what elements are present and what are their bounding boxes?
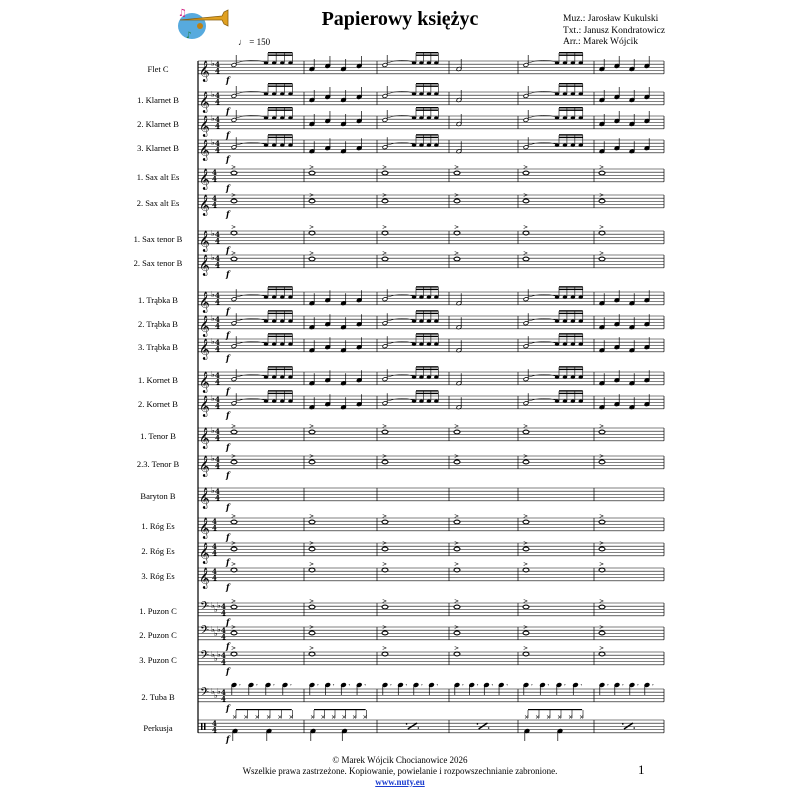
svg-text:f: f	[226, 531, 230, 542]
svg-text:4: 4	[212, 548, 217, 558]
staff-17	[198, 513, 664, 542]
svg-text:>: >	[309, 423, 315, 430]
staff-13	[198, 390, 664, 420]
svg-text:×: ×	[232, 714, 238, 721]
svg-text:♭: ♭	[211, 394, 215, 403]
svg-text:4: 4	[221, 657, 226, 667]
svg-text:>: >	[454, 192, 460, 199]
svg-text:𝄾: 𝄾	[364, 682, 366, 689]
svg-text:>: >	[231, 250, 237, 257]
svg-text:×: ×	[310, 714, 316, 721]
svg-text:>: >	[523, 561, 529, 568]
svg-text:4: 4	[215, 121, 220, 131]
svg-text:>: >	[382, 624, 388, 631]
svg-text:4: 4	[215, 487, 220, 496]
svg-text:4: 4	[221, 632, 226, 642]
svg-text:4: 4	[212, 174, 217, 184]
instrument-label: 3. Róg Es	[141, 571, 175, 581]
svg-text:>: >	[454, 224, 460, 231]
svg-text:𝄾: 𝄾	[317, 682, 319, 689]
svg-text:>: >	[523, 513, 529, 520]
instrument-label: Perkusja	[143, 723, 173, 733]
svg-text:>: >	[382, 513, 388, 520]
svg-text:>: >	[454, 540, 460, 547]
page-title: Papierowy księżyc	[321, 8, 479, 30]
svg-text:𝄞: 𝄞	[199, 427, 210, 449]
svg-text:4: 4	[212, 725, 217, 735]
svg-text:𝄞: 𝄞	[199, 315, 210, 337]
svg-text:>: >	[454, 453, 460, 460]
svg-text:×: ×	[579, 714, 585, 721]
svg-text:4: 4	[215, 66, 220, 76]
svg-text:>: >	[523, 164, 529, 171]
svg-text:>: >	[599, 513, 605, 520]
svg-text:>: >	[382, 540, 388, 547]
svg-text:4: 4	[215, 230, 220, 239]
svg-text:4: 4	[215, 315, 220, 324]
svg-text:f: f	[226, 409, 230, 420]
svg-text:𝄾: 𝄾	[607, 682, 609, 689]
svg-text:f: f	[226, 556, 230, 567]
svg-text:♭: ♭	[211, 687, 215, 696]
svg-text:f: f	[226, 305, 230, 316]
svg-text:>: >	[309, 164, 315, 171]
svg-text:>: >	[454, 513, 460, 520]
svg-text:♭: ♭	[214, 691, 218, 700]
footer-link-row	[0, 777, 800, 788]
svg-text:4: 4	[221, 651, 226, 660]
svg-text:4: 4	[215, 401, 220, 411]
svg-text:♭: ♭	[211, 290, 215, 299]
svg-text:×: ×	[341, 714, 347, 721]
svg-text:𝄞: 𝄞	[199, 371, 210, 393]
svg-text:4: 4	[221, 602, 226, 611]
svg-text:>: >	[309, 224, 315, 231]
svg-text:>: >	[599, 624, 605, 631]
svg-text:f: f	[226, 385, 230, 396]
svg-text:>: >	[599, 540, 605, 547]
svg-text:>: >	[382, 598, 388, 605]
svg-text:>: >	[231, 645, 237, 652]
svg-text:4: 4	[215, 493, 220, 503]
svg-text:𝄞: 𝄞	[199, 567, 210, 589]
svg-text:𝄾: 𝄾	[290, 682, 292, 689]
instrument-label: 1. Puzon C	[139, 606, 177, 616]
svg-text:𝄞: 𝄞	[199, 60, 210, 82]
svg-text:×: ×	[288, 714, 294, 721]
svg-text:♭: ♭	[211, 138, 215, 147]
svg-text:♪: ♪	[186, 31, 192, 41]
staff-11	[198, 333, 664, 363]
composer-credit: Muz.: Jarosław Kukulski	[563, 14, 659, 24]
lyricist-credit: Txt.: Janusz Kondratowicz	[563, 25, 666, 36]
svg-text:f: f	[226, 469, 230, 480]
svg-text:f: f	[226, 441, 230, 452]
staff-8	[198, 250, 664, 279]
svg-text:f: f	[226, 665, 230, 676]
instrument-label: 3. Klarnet B	[137, 143, 179, 153]
svg-text:>: >	[454, 645, 460, 652]
staff-19	[198, 561, 664, 592]
svg-text:4: 4	[212, 523, 217, 533]
svg-text:♭: ♭	[217, 650, 221, 659]
svg-text:♭: ♭	[217, 601, 221, 610]
svg-text:f: f	[226, 581, 230, 592]
svg-text:>: >	[231, 561, 237, 568]
svg-text:4: 4	[215, 145, 220, 155]
svg-text:×: ×	[320, 714, 326, 721]
svg-text:>: >	[454, 164, 460, 171]
instrument-label: 1. Kornet B	[138, 375, 178, 385]
svg-text:>: >	[454, 423, 460, 430]
staff-5	[198, 164, 664, 193]
svg-text:4: 4	[215, 321, 220, 331]
svg-text:>: >	[382, 224, 388, 231]
svg-text:f: f	[226, 268, 230, 279]
svg-text:♭: ♭	[211, 59, 215, 68]
staff-7	[198, 224, 664, 255]
staff-23	[198, 682, 664, 713]
svg-text:4: 4	[215, 291, 220, 300]
svg-text:𝄾: 𝄾	[637, 682, 639, 689]
svg-text:>: >	[599, 250, 605, 257]
quarter-note-icon: ♩	[238, 37, 247, 47]
svg-text:4: 4	[215, 344, 220, 354]
svg-text:>: >	[523, 250, 529, 257]
svg-text:>: >	[231, 598, 237, 605]
svg-text:𝄞: 𝄞	[199, 254, 210, 276]
svg-text:𝄾: 𝄾	[564, 682, 566, 689]
staff-1	[198, 52, 664, 85]
svg-text:4: 4	[221, 626, 226, 635]
svg-text:>: >	[523, 192, 529, 199]
svg-text:𝄾: 𝄾	[273, 682, 275, 689]
svg-text:>: >	[231, 540, 237, 547]
instrument-label: 2. Sax tenor B	[133, 258, 183, 268]
svg-text:f: f	[226, 329, 230, 340]
svg-text:♭: ♭	[211, 314, 215, 323]
svg-text:4: 4	[215, 260, 220, 270]
svg-text:×: ×	[254, 714, 260, 721]
svg-text:𝄾: 𝄾	[580, 682, 583, 689]
svg-text:♭: ♭	[214, 654, 218, 663]
svg-text:♭: ♭	[217, 625, 221, 634]
svg-text:>: >	[382, 423, 388, 430]
svg-text:𝄞: 𝄞	[199, 455, 210, 477]
svg-text:𝄞: 𝄞	[199, 194, 210, 216]
copyright-line: © Marek Wójcik Chocianowice 2026	[332, 755, 468, 765]
svg-text:×: ×	[568, 714, 574, 721]
instrument-label: 2.3. Tenor B	[136, 459, 180, 469]
svg-text:>: >	[599, 453, 605, 460]
svg-text:f: f	[226, 616, 230, 627]
svg-text:×: ×	[535, 714, 541, 721]
svg-text:>: >	[309, 513, 315, 520]
svg-text:𝄾: 𝄾	[436, 682, 439, 689]
svg-text:>: >	[231, 423, 237, 430]
svg-text:>: >	[599, 164, 605, 171]
svg-text:4: 4	[212, 542, 217, 551]
svg-text:×: ×	[331, 714, 337, 721]
svg-text:♭: ♭	[211, 90, 215, 99]
svg-text:𝄞: 𝄞	[199, 542, 210, 564]
svg-text:×: ×	[546, 714, 552, 721]
svg-text:4: 4	[212, 719, 217, 728]
staff-16	[198, 486, 664, 512]
svg-text:𝄞: 𝄞	[199, 139, 210, 161]
svg-text:>: >	[523, 598, 529, 605]
instrument-label: 1. Róg Es	[141, 521, 175, 531]
svg-text:>: >	[599, 561, 605, 568]
svg-text:𝄞: 𝄞	[199, 230, 210, 252]
svg-text:>: >	[523, 645, 529, 652]
svg-text:>: >	[599, 224, 605, 231]
svg-text:4: 4	[215, 236, 220, 246]
svg-text:𝄞: 𝄞	[199, 487, 210, 509]
svg-text:>: >	[309, 624, 315, 631]
svg-text:f: f	[226, 640, 230, 651]
svg-text:×: ×	[243, 714, 249, 721]
staff-15	[198, 453, 664, 480]
svg-text:>: >	[382, 250, 388, 257]
svg-text:f: f	[226, 702, 230, 713]
svg-text:𝄾: 𝄾	[491, 682, 494, 689]
svg-text:𝄾: 𝄾	[622, 682, 624, 689]
svg-text:>: >	[454, 561, 460, 568]
svg-text:f: f	[226, 208, 230, 219]
credits	[563, 14, 665, 49]
svg-text:>: >	[231, 624, 237, 631]
svg-text:>: >	[599, 192, 605, 199]
svg-text:f: f	[226, 105, 230, 116]
svg-text:♭: ♭	[214, 629, 218, 638]
svg-text:𝄾: 𝄾	[390, 682, 392, 689]
svg-text:♭: ♭	[211, 601, 215, 610]
svg-text:>: >	[231, 192, 237, 199]
staff-14	[198, 423, 664, 452]
staff-18	[198, 540, 664, 567]
svg-text:𝄞: 𝄞	[199, 517, 210, 539]
svg-text:f: f	[226, 501, 230, 512]
svg-text:4: 4	[215, 455, 220, 464]
svg-text:𝄞: 𝄞	[199, 168, 210, 190]
staff-24	[198, 709, 664, 744]
svg-text:𝄾: 𝄾	[462, 682, 464, 689]
staff-21	[198, 624, 664, 651]
svg-text:×: ×	[524, 714, 530, 721]
svg-text:×: ×	[266, 714, 272, 721]
instrument-label: Baryton B	[140, 491, 176, 501]
svg-text:𝄾: 𝄾	[256, 682, 258, 689]
svg-text:×: ×	[362, 714, 368, 721]
svg-text:4: 4	[215, 433, 220, 443]
svg-text:𝄢: 𝄢	[200, 624, 210, 640]
svg-text:♫: ♫	[178, 8, 187, 19]
svg-text:𝄞: 𝄞	[199, 91, 210, 113]
svg-text:>: >	[382, 645, 388, 652]
svg-text:♭: ♭	[211, 253, 215, 262]
svg-text:4: 4	[215, 91, 220, 100]
svg-text:♭: ♭	[217, 687, 221, 696]
svg-text:4: 4	[221, 694, 226, 704]
svg-text:>: >	[309, 645, 315, 652]
svg-text:𝄾: 𝄾	[421, 682, 423, 689]
svg-text:>: >	[309, 250, 315, 257]
svg-text:f: f	[226, 244, 230, 255]
svg-text:4: 4	[221, 688, 226, 697]
arranger-credit: Arr.: Marek Wójcik	[563, 37, 639, 47]
svg-text:4: 4	[215, 115, 220, 124]
svg-text:𝄾: 𝄾	[476, 682, 479, 689]
svg-text:4: 4	[212, 168, 217, 177]
svg-text:>: >	[523, 224, 529, 231]
svg-text:>: >	[523, 423, 529, 430]
svg-text:♭: ♭	[211, 486, 215, 495]
svg-text:>: >	[309, 540, 315, 547]
instrument-label: 1. Sax alt Es	[136, 172, 180, 182]
svg-text:>: >	[523, 453, 529, 460]
website-link[interactable]: www.nuty.eu	[375, 777, 425, 787]
svg-text:♭: ♭	[211, 426, 215, 435]
svg-text:4: 4	[215, 254, 220, 263]
svg-text:𝄾: 𝄾	[405, 682, 408, 689]
staff-20	[198, 598, 664, 627]
svg-text:𝄾: 𝄾	[348, 682, 351, 689]
svg-text:>: >	[523, 540, 529, 547]
svg-text:>: >	[382, 453, 388, 460]
instrument-label: Flet C	[147, 64, 169, 74]
svg-text:×: ×	[277, 714, 283, 721]
instrument-label: 2. Sax alt Es	[136, 198, 180, 208]
staff-6	[198, 192, 664, 219]
svg-text:𝄞: 𝄞	[199, 115, 210, 137]
svg-text:4: 4	[215, 338, 220, 347]
svg-text:>: >	[231, 224, 237, 231]
svg-text:4: 4	[215, 395, 220, 404]
svg-text:4: 4	[215, 461, 220, 471]
svg-text:𝄞: 𝄞	[199, 338, 210, 360]
svg-text:4: 4	[212, 573, 217, 583]
svg-text:>: >	[599, 645, 605, 652]
instrument-label: 2. Trąbka B	[138, 319, 178, 329]
svg-text:>: >	[309, 453, 315, 460]
instrument-label: 1. Tenor B	[140, 431, 176, 441]
svg-text:4: 4	[215, 139, 220, 148]
svg-text:>: >	[309, 192, 315, 199]
svg-text:♭: ♭	[211, 337, 215, 346]
svg-text:4: 4	[215, 97, 220, 107]
svg-text:4: 4	[215, 427, 220, 436]
staff-4	[198, 134, 664, 164]
svg-text:×: ×	[352, 714, 358, 721]
svg-text:>: >	[309, 561, 315, 568]
svg-text:4: 4	[215, 371, 220, 380]
svg-text:♭: ♭	[211, 454, 215, 463]
svg-text:4: 4	[212, 194, 217, 203]
rights-line: Wszelkie prawa zastrzeżone. Kopiowanie, powielanie i rozpowszechnianie zabronione.	[242, 766, 558, 776]
instrument-label: 2. Tuba B	[141, 692, 175, 702]
svg-text:×: ×	[557, 714, 563, 721]
svg-text:4: 4	[215, 377, 220, 387]
page-number: 1	[638, 762, 645, 777]
svg-text:>: >	[599, 423, 605, 430]
instrument-label: 2. Puzon C	[139, 630, 177, 640]
instrument-label: 1. Trąbka B	[138, 295, 178, 305]
svg-text:4: 4	[212, 517, 217, 526]
instrument-label: 2. Róg Es	[141, 546, 175, 556]
svg-text:𝄢: 𝄢	[200, 686, 210, 702]
staff-22	[198, 645, 664, 676]
svg-text:f: f	[226, 74, 230, 85]
svg-text:♭: ♭	[211, 114, 215, 123]
svg-text:4: 4	[212, 200, 217, 210]
svg-text:𝄞: 𝄞	[199, 291, 210, 313]
svg-text:f: f	[226, 182, 230, 193]
svg-text:4: 4	[215, 60, 220, 69]
svg-text:f: f	[226, 733, 230, 744]
tempo-marking	[238, 37, 270, 47]
svg-text:f: f	[226, 129, 230, 140]
instrument-label: 2. Klarnet B	[137, 119, 179, 129]
instrument-label: 3. Puzon C	[139, 655, 177, 665]
tempo-value: = 150	[249, 37, 271, 47]
svg-text:𝄾: 𝄾	[547, 682, 550, 689]
svg-text:♭: ♭	[211, 229, 215, 238]
svg-text:>: >	[454, 598, 460, 605]
svg-text:𝄢: 𝄢	[200, 600, 210, 616]
svg-text:>: >	[382, 192, 388, 199]
svg-text:𝄾: 𝄾	[652, 682, 654, 689]
svg-text:♭: ♭	[214, 605, 218, 614]
svg-text:𝄢: 𝄢	[200, 649, 210, 665]
svg-text:>: >	[599, 598, 605, 605]
svg-text:𝄾: 𝄾	[332, 682, 335, 689]
instrument-label: 1. Sax tenor B	[133, 234, 183, 244]
svg-text:𝄾: 𝄾	[531, 682, 533, 689]
instrument-label: 1. Klarnet B	[137, 95, 179, 105]
svg-text:>: >	[382, 164, 388, 171]
svg-text:>: >	[231, 164, 237, 171]
instrument-label: 3. Trąbka B	[138, 342, 178, 352]
svg-text:4: 4	[221, 608, 226, 618]
svg-text:>: >	[309, 598, 315, 605]
svg-text:𝄞: 𝄞	[199, 395, 210, 417]
svg-text:f: f	[226, 352, 230, 363]
svg-text:4: 4	[215, 297, 220, 307]
svg-text:f: f	[226, 153, 230, 164]
svg-text:♭: ♭	[211, 650, 215, 659]
svg-text:>: >	[523, 624, 529, 631]
svg-text:>: >	[231, 453, 237, 460]
svg-text:>: >	[454, 250, 460, 257]
svg-text:>: >	[231, 513, 237, 520]
svg-text:♭: ♭	[211, 370, 215, 379]
svg-text:4: 4	[212, 567, 217, 576]
svg-text:♭: ♭	[211, 625, 215, 634]
svg-text:𝄾: 𝄾	[239, 682, 241, 689]
instrument-label: 2. Kornet B	[138, 399, 178, 409]
svg-text:𝄾: 𝄾	[506, 682, 508, 689]
svg-text:>: >	[454, 624, 460, 631]
svg-text:>: >	[382, 561, 388, 568]
